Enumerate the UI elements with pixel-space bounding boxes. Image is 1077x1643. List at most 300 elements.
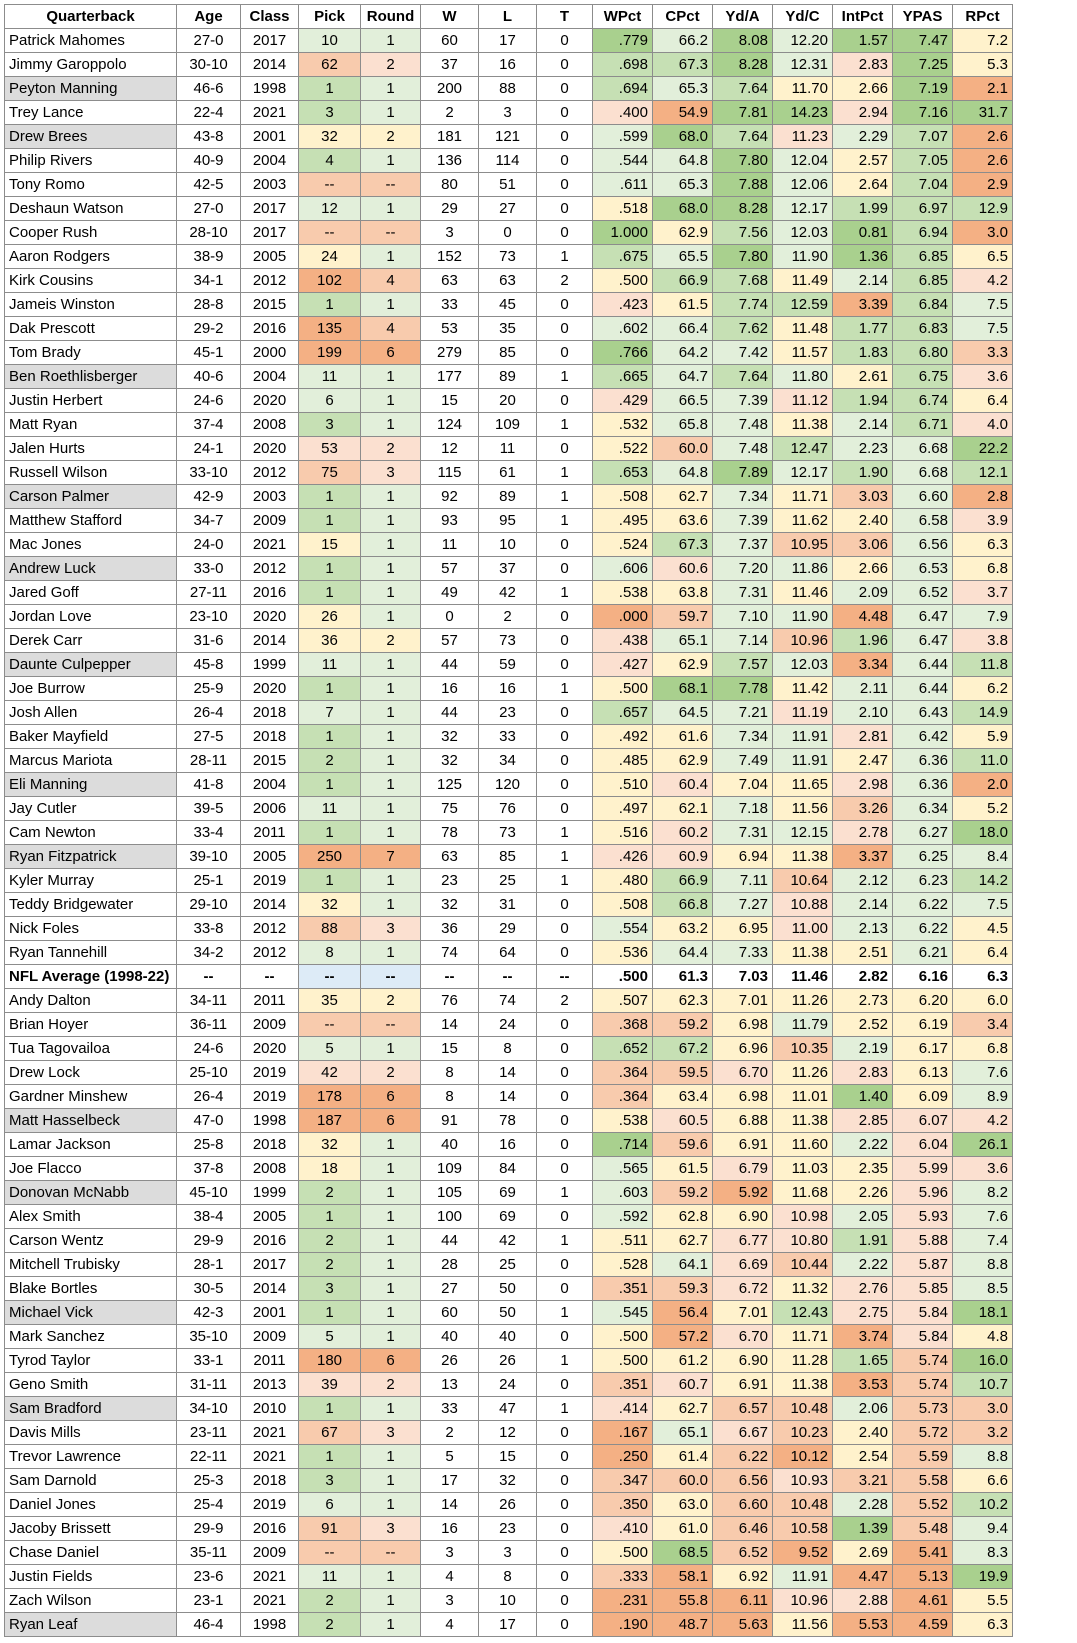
quarterback-name-cell: Daniel Jones bbox=[5, 1493, 177, 1517]
stat-cell: 2 bbox=[299, 1253, 361, 1277]
stat-cell: 6.74 bbox=[893, 389, 953, 413]
stat-cell: 2 bbox=[421, 101, 479, 125]
stat-cell: 24-1 bbox=[177, 437, 241, 461]
stat-cell: 1 bbox=[537, 581, 593, 605]
stat-cell: 2.81 bbox=[833, 725, 893, 749]
table-row bbox=[5, 917, 1013, 941]
stat-cell: 11 bbox=[299, 365, 361, 389]
table-row bbox=[5, 677, 1013, 701]
stat-cell: 3.3 bbox=[953, 341, 1013, 365]
stat-cell: 1 bbox=[299, 773, 361, 797]
stat-cell: 95 bbox=[479, 509, 537, 533]
stat-cell: .592 bbox=[593, 1205, 653, 1229]
stat-cell: 1 bbox=[299, 821, 361, 845]
stat-cell: 68.5 bbox=[653, 1541, 713, 1565]
stat-cell: 10.98 bbox=[773, 1205, 833, 1229]
stat-cell: 0 bbox=[537, 1013, 593, 1037]
stat-cell: .603 bbox=[593, 1181, 653, 1205]
stat-cell: 66.8 bbox=[653, 893, 713, 917]
stat-cell: 7.39 bbox=[713, 509, 773, 533]
stat-cell: 32 bbox=[299, 125, 361, 149]
stat-cell: -- bbox=[361, 1541, 421, 1565]
column-header[interactable]: Yd/A bbox=[713, 5, 773, 29]
stat-cell: 6.22 bbox=[893, 917, 953, 941]
stat-cell: 2.57 bbox=[833, 149, 893, 173]
stat-cell: 7.6 bbox=[953, 1061, 1013, 1085]
stat-cell: .698 bbox=[593, 53, 653, 77]
quarterback-name-cell: Teddy Bridgewater bbox=[5, 893, 177, 917]
stat-cell: 7.05 bbox=[893, 149, 953, 173]
stat-cell: 11.46 bbox=[773, 581, 833, 605]
stat-cell: 2.66 bbox=[833, 557, 893, 581]
stat-cell: 1 bbox=[537, 365, 593, 389]
stat-cell: .351 bbox=[593, 1277, 653, 1301]
stat-cell: 6.69 bbox=[713, 1253, 773, 1277]
stat-cell: 16 bbox=[479, 53, 537, 77]
stat-cell: 3.7 bbox=[953, 581, 1013, 605]
stat-cell: .231 bbox=[593, 1589, 653, 1613]
stat-cell: 1 bbox=[361, 749, 421, 773]
stat-cell: 2009 bbox=[241, 1013, 299, 1037]
stat-cell: 11.01 bbox=[773, 1085, 833, 1109]
stat-cell: .500 bbox=[593, 1349, 653, 1373]
stat-cell: 69 bbox=[479, 1205, 537, 1229]
stat-cell: 39-10 bbox=[177, 845, 241, 869]
stat-cell: 3.2 bbox=[953, 1421, 1013, 1445]
stat-cell: 11.38 bbox=[773, 1109, 833, 1133]
stat-cell: 0 bbox=[537, 1613, 593, 1637]
stat-cell: 11.68 bbox=[773, 1181, 833, 1205]
stat-cell: 91 bbox=[421, 1109, 479, 1133]
stat-cell: 18.0 bbox=[953, 821, 1013, 845]
column-header[interactable]: Yd/C bbox=[773, 5, 833, 29]
stat-cell: 7.01 bbox=[713, 989, 773, 1013]
stat-cell: 0 bbox=[537, 1037, 593, 1061]
stat-cell: 12.9 bbox=[953, 197, 1013, 221]
quarterback-name-cell: Joe Burrow bbox=[5, 677, 177, 701]
table-row bbox=[5, 749, 1013, 773]
stat-cell: .714 bbox=[593, 1133, 653, 1157]
stat-cell: 1 bbox=[361, 149, 421, 173]
stat-cell: 1 bbox=[361, 1445, 421, 1469]
stat-cell: 6.42 bbox=[893, 725, 953, 749]
stat-cell: .532 bbox=[593, 413, 653, 437]
stat-cell: 2005 bbox=[241, 1205, 299, 1229]
stat-cell: 3 bbox=[479, 101, 537, 125]
stat-cell: 0 bbox=[537, 1061, 593, 1085]
stat-cell: 0 bbox=[537, 1565, 593, 1589]
stat-cell: 27-5 bbox=[177, 725, 241, 749]
stat-cell: 1 bbox=[537, 821, 593, 845]
stat-cell: 1 bbox=[537, 677, 593, 701]
table-row bbox=[5, 29, 1013, 53]
stat-cell: -- bbox=[479, 965, 537, 989]
stat-cell: 6 bbox=[361, 1085, 421, 1109]
column-header[interactable]: CPct bbox=[653, 5, 713, 29]
stat-cell: 25-10 bbox=[177, 1061, 241, 1085]
stat-cell: 5.88 bbox=[893, 1229, 953, 1253]
stat-cell: 6.8 bbox=[953, 1037, 1013, 1061]
table-row bbox=[5, 1589, 1013, 1613]
stat-cell: 115 bbox=[421, 461, 479, 485]
stat-cell: 8.08 bbox=[713, 29, 773, 53]
table-row bbox=[5, 197, 1013, 221]
stat-cell: 1.65 bbox=[833, 1349, 893, 1373]
stat-cell: 6.79 bbox=[713, 1157, 773, 1181]
column-header[interactable]: T bbox=[537, 5, 593, 29]
stat-cell: 1 bbox=[361, 1253, 421, 1277]
stat-cell: 29 bbox=[479, 917, 537, 941]
stat-cell: 6.96 bbox=[713, 1037, 773, 1061]
stat-cell: 40-6 bbox=[177, 365, 241, 389]
stat-cell: 6.90 bbox=[713, 1349, 773, 1373]
quarterback-name-cell: Philip Rivers bbox=[5, 149, 177, 173]
quarterback-name-cell: Dak Prescott bbox=[5, 317, 177, 341]
stat-cell: 100 bbox=[421, 1205, 479, 1229]
quarterback-name-cell: Zach Wilson bbox=[5, 1589, 177, 1613]
stat-cell: 63.6 bbox=[653, 509, 713, 533]
stat-cell: 57 bbox=[421, 629, 479, 653]
column-header[interactable]: Round bbox=[361, 5, 421, 29]
stat-cell: 10.7 bbox=[953, 1373, 1013, 1397]
stat-cell: 0 bbox=[479, 221, 537, 245]
stat-cell: 136 bbox=[421, 149, 479, 173]
table-row bbox=[5, 485, 1013, 509]
stat-cell: .606 bbox=[593, 557, 653, 581]
stat-cell: 2.98 bbox=[833, 773, 893, 797]
stat-cell: 7.5 bbox=[953, 317, 1013, 341]
stat-cell: 2014 bbox=[241, 1277, 299, 1301]
stat-cell: 3.39 bbox=[833, 293, 893, 317]
stat-cell: 3.9 bbox=[953, 509, 1013, 533]
stat-cell: 11.91 bbox=[773, 725, 833, 749]
stat-cell: 2005 bbox=[241, 245, 299, 269]
stat-cell: 1.99 bbox=[833, 197, 893, 221]
table-body bbox=[5, 29, 1013, 1637]
stat-cell: 14 bbox=[421, 1493, 479, 1517]
stat-cell: 7.34 bbox=[713, 725, 773, 749]
column-header[interactable]: WPct bbox=[593, 5, 653, 29]
stat-cell: 15 bbox=[299, 533, 361, 557]
stat-cell: 2009 bbox=[241, 1541, 299, 1565]
table-row bbox=[5, 1253, 1013, 1277]
stat-cell: 1 bbox=[361, 1205, 421, 1229]
stat-cell: 61.3 bbox=[653, 965, 713, 989]
stat-cell: .511 bbox=[593, 1229, 653, 1253]
stat-cell: 2.78 bbox=[833, 821, 893, 845]
stat-cell: 2012 bbox=[241, 941, 299, 965]
stat-cell: 12.59 bbox=[773, 293, 833, 317]
stat-cell: 1 bbox=[537, 1181, 593, 1205]
stat-cell: 1 bbox=[537, 509, 593, 533]
stat-cell: 3 bbox=[361, 917, 421, 941]
stat-cell: 10.48 bbox=[773, 1493, 833, 1517]
stat-cell: 11.0 bbox=[953, 749, 1013, 773]
stat-cell: 8 bbox=[421, 1085, 479, 1109]
stat-cell: 11.12 bbox=[773, 389, 833, 413]
stat-cell: 4.2 bbox=[953, 269, 1013, 293]
stat-cell: 62 bbox=[299, 53, 361, 77]
stat-cell: 14 bbox=[479, 1085, 537, 1109]
quarterback-name-cell: Davis Mills bbox=[5, 1421, 177, 1445]
stat-cell: 16.0 bbox=[953, 1349, 1013, 1373]
stat-cell: 42-3 bbox=[177, 1301, 241, 1325]
column-header[interactable]: YPAS bbox=[893, 5, 953, 29]
stat-cell: 34 bbox=[479, 749, 537, 773]
stat-cell: 2.13 bbox=[833, 917, 893, 941]
stat-cell: 2 bbox=[361, 437, 421, 461]
table-row bbox=[5, 389, 1013, 413]
stat-cell: 8.5 bbox=[953, 1277, 1013, 1301]
table-row bbox=[5, 941, 1013, 965]
stat-cell: 0 bbox=[537, 1277, 593, 1301]
column-header[interactable]: Quarterback bbox=[5, 5, 177, 29]
stat-cell: 4 bbox=[361, 317, 421, 341]
stat-cell: .545 bbox=[593, 1301, 653, 1325]
stat-cell: 12 bbox=[299, 197, 361, 221]
header-row bbox=[5, 5, 1013, 29]
stat-cell: 6.85 bbox=[893, 269, 953, 293]
table-row bbox=[5, 1037, 1013, 1061]
column-header[interactable]: Pick bbox=[299, 5, 361, 29]
stat-cell: 67 bbox=[299, 1421, 361, 1445]
column-header[interactable]: RPct bbox=[953, 5, 1013, 29]
stat-cell: 68.0 bbox=[653, 125, 713, 149]
stat-cell: 12.17 bbox=[773, 197, 833, 221]
stat-cell: 1.39 bbox=[833, 1517, 893, 1541]
stat-cell: 6.3 bbox=[953, 965, 1013, 989]
stat-cell: 5.9 bbox=[953, 725, 1013, 749]
stat-cell: 0 bbox=[537, 917, 593, 941]
quarterback-name-cell: Matt Ryan bbox=[5, 413, 177, 437]
quarterback-name-cell: Andy Dalton bbox=[5, 989, 177, 1013]
stat-cell: 0 bbox=[537, 1421, 593, 1445]
stat-cell: 2004 bbox=[241, 773, 299, 797]
stat-cell: 6.83 bbox=[893, 317, 953, 341]
stat-cell: 2017 bbox=[241, 29, 299, 53]
stat-cell: 7.80 bbox=[713, 245, 773, 269]
stat-cell: 2018 bbox=[241, 725, 299, 749]
stat-cell: 40 bbox=[421, 1133, 479, 1157]
stat-cell: 0 bbox=[537, 149, 593, 173]
stat-cell: .347 bbox=[593, 1469, 653, 1493]
stat-cell: 22.2 bbox=[953, 437, 1013, 461]
quarterback-name-cell: Blake Bortles bbox=[5, 1277, 177, 1301]
stat-cell: 2.54 bbox=[833, 1445, 893, 1469]
stat-cell: 62.9 bbox=[653, 749, 713, 773]
table-row bbox=[5, 1493, 1013, 1517]
stat-cell: 24 bbox=[479, 1373, 537, 1397]
stat-cell: 2.22 bbox=[833, 1253, 893, 1277]
stat-cell: 60.0 bbox=[653, 1469, 713, 1493]
stat-cell: 25-1 bbox=[177, 869, 241, 893]
stat-cell: 1.000 bbox=[593, 221, 653, 245]
stat-cell: 3 bbox=[361, 1421, 421, 1445]
stat-cell: .657 bbox=[593, 701, 653, 725]
column-header[interactable]: Age bbox=[177, 5, 241, 29]
stat-cell: 3.0 bbox=[953, 221, 1013, 245]
column-header[interactable]: W bbox=[421, 5, 479, 29]
stat-cell: 2 bbox=[537, 989, 593, 1013]
stat-cell: 60.9 bbox=[653, 845, 713, 869]
stat-cell: 2018 bbox=[241, 1469, 299, 1493]
stat-cell: 11.62 bbox=[773, 509, 833, 533]
stat-cell: 11.48 bbox=[773, 317, 833, 341]
stat-cell: .351 bbox=[593, 1373, 653, 1397]
stat-cell: 0 bbox=[537, 1445, 593, 1469]
stat-cell: 25-8 bbox=[177, 1133, 241, 1157]
stat-cell: 11.03 bbox=[773, 1157, 833, 1181]
stat-cell: 1998 bbox=[241, 77, 299, 101]
quarterback-name-cell: Tua Tagovailoa bbox=[5, 1037, 177, 1061]
stat-cell: 3 bbox=[421, 1541, 479, 1565]
column-header[interactable]: IntPct bbox=[833, 5, 893, 29]
stat-cell: 16 bbox=[421, 677, 479, 701]
stat-cell: 60.7 bbox=[653, 1373, 713, 1397]
stat-cell: 5.74 bbox=[893, 1373, 953, 1397]
stat-cell: 6.44 bbox=[893, 677, 953, 701]
table-row bbox=[5, 1085, 1013, 1109]
stat-cell: 66.5 bbox=[653, 389, 713, 413]
stat-cell: 200 bbox=[421, 77, 479, 101]
stat-cell: 6.2 bbox=[953, 677, 1013, 701]
table-row bbox=[5, 653, 1013, 677]
stat-cell: 48.7 bbox=[653, 1613, 713, 1637]
quarterback-name-cell: Mitchell Trubisky bbox=[5, 1253, 177, 1277]
stat-cell: 7.25 bbox=[893, 53, 953, 77]
stat-cell: 7.6 bbox=[953, 1205, 1013, 1229]
stat-cell: 2018 bbox=[241, 701, 299, 725]
table-row bbox=[5, 773, 1013, 797]
table-row bbox=[5, 845, 1013, 869]
stat-cell: 2018 bbox=[241, 1133, 299, 1157]
stat-cell: 3.4 bbox=[953, 1013, 1013, 1037]
stat-cell: 1 bbox=[361, 1229, 421, 1253]
stat-cell: 2.88 bbox=[833, 1589, 893, 1613]
stat-cell: 60.5 bbox=[653, 1109, 713, 1133]
stat-cell: -- bbox=[299, 173, 361, 197]
quarterback-name-cell: Aaron Rodgers bbox=[5, 245, 177, 269]
table-row bbox=[5, 1445, 1013, 1469]
stat-cell: 6.98 bbox=[713, 1013, 773, 1037]
stat-cell: 10.58 bbox=[773, 1517, 833, 1541]
stat-cell: 44 bbox=[421, 701, 479, 725]
stat-cell: 25-9 bbox=[177, 677, 241, 701]
quarterback-name-cell: Geno Smith bbox=[5, 1373, 177, 1397]
stat-cell: 0 bbox=[537, 941, 593, 965]
quarterback-name-cell: Jared Goff bbox=[5, 581, 177, 605]
stat-cell: 7.42 bbox=[713, 341, 773, 365]
stat-cell: 6.91 bbox=[713, 1133, 773, 1157]
quarterback-name-cell: Justin Fields bbox=[5, 1565, 177, 1589]
quarterback-name-cell: Deshaun Watson bbox=[5, 197, 177, 221]
stat-cell: 34-11 bbox=[177, 989, 241, 1013]
stat-cell: 2020 bbox=[241, 605, 299, 629]
stat-cell: 34-2 bbox=[177, 941, 241, 965]
stat-cell: 46-6 bbox=[177, 77, 241, 101]
column-header[interactable]: Class bbox=[241, 5, 299, 29]
stat-cell: 7.57 bbox=[713, 653, 773, 677]
stat-cell: .524 bbox=[593, 533, 653, 557]
table-row bbox=[5, 1181, 1013, 1205]
stat-cell: 12.15 bbox=[773, 821, 833, 845]
stat-cell: 59.7 bbox=[653, 605, 713, 629]
stat-cell: 11.71 bbox=[773, 1325, 833, 1349]
stat-cell: 6.70 bbox=[713, 1325, 773, 1349]
stat-cell: .400 bbox=[593, 101, 653, 125]
stat-cell: 7.27 bbox=[713, 893, 773, 917]
stat-cell: 62.9 bbox=[653, 221, 713, 245]
stat-cell: .538 bbox=[593, 581, 653, 605]
stat-cell: 1 bbox=[361, 533, 421, 557]
stat-cell: 17 bbox=[421, 1469, 479, 1493]
stat-cell: 1.83 bbox=[833, 341, 893, 365]
stat-cell: 92 bbox=[421, 485, 479, 509]
stat-cell: 1 bbox=[361, 1181, 421, 1205]
stat-cell: 28-11 bbox=[177, 749, 241, 773]
stat-cell: .779 bbox=[593, 29, 653, 53]
stat-cell: 11.46 bbox=[773, 965, 833, 989]
stat-cell: -- bbox=[537, 965, 593, 989]
stat-cell: 7.31 bbox=[713, 821, 773, 845]
stat-cell: 33 bbox=[421, 1397, 479, 1421]
stat-cell: 109 bbox=[421, 1157, 479, 1181]
stat-cell: 64.1 bbox=[653, 1253, 713, 1277]
stat-cell: 63.4 bbox=[653, 1085, 713, 1109]
stat-cell: 6.19 bbox=[893, 1013, 953, 1037]
stat-cell: 26 bbox=[421, 1349, 479, 1373]
stat-cell: 3.53 bbox=[833, 1373, 893, 1397]
stat-cell: 11.28 bbox=[773, 1349, 833, 1373]
stat-cell: 180 bbox=[299, 1349, 361, 1373]
stat-cell: 2012 bbox=[241, 461, 299, 485]
stat-cell: 1 bbox=[361, 509, 421, 533]
stat-cell: 45-10 bbox=[177, 1181, 241, 1205]
stat-cell: 0 bbox=[537, 1085, 593, 1109]
stat-cell: 4 bbox=[299, 149, 361, 173]
quarterback-name-cell: Jordan Love bbox=[5, 605, 177, 629]
stat-cell: 93 bbox=[421, 509, 479, 533]
stat-cell: 1 bbox=[537, 245, 593, 269]
stat-cell: 2 bbox=[299, 1181, 361, 1205]
table-row bbox=[5, 125, 1013, 149]
stat-cell: 35 bbox=[299, 989, 361, 1013]
table-row bbox=[5, 1301, 1013, 1325]
stat-cell: 41-8 bbox=[177, 773, 241, 797]
stat-cell: 58.1 bbox=[653, 1565, 713, 1589]
stat-cell: 5.93 bbox=[893, 1205, 953, 1229]
stat-cell: 39 bbox=[299, 1373, 361, 1397]
stat-cell: 2020 bbox=[241, 389, 299, 413]
stat-cell: 6.88 bbox=[713, 1109, 773, 1133]
stat-cell: 59.2 bbox=[653, 1181, 713, 1205]
stat-cell: 1 bbox=[361, 389, 421, 413]
column-header[interactable]: L bbox=[479, 5, 537, 29]
stat-cell: 33-1 bbox=[177, 1349, 241, 1373]
stat-cell: 152 bbox=[421, 245, 479, 269]
stat-cell: 2 bbox=[361, 53, 421, 77]
stat-cell: 0 bbox=[537, 1205, 593, 1229]
stat-cell: 2015 bbox=[241, 293, 299, 317]
stat-cell: 8 bbox=[479, 1565, 537, 1589]
stat-cell: 4.47 bbox=[833, 1565, 893, 1589]
stat-cell: 10.64 bbox=[773, 869, 833, 893]
stat-cell: 2001 bbox=[241, 1301, 299, 1325]
table-row bbox=[5, 821, 1013, 845]
stat-cell: 10.48 bbox=[773, 1397, 833, 1421]
stat-cell: 59.5 bbox=[653, 1061, 713, 1085]
stat-cell: 35 bbox=[479, 317, 537, 341]
